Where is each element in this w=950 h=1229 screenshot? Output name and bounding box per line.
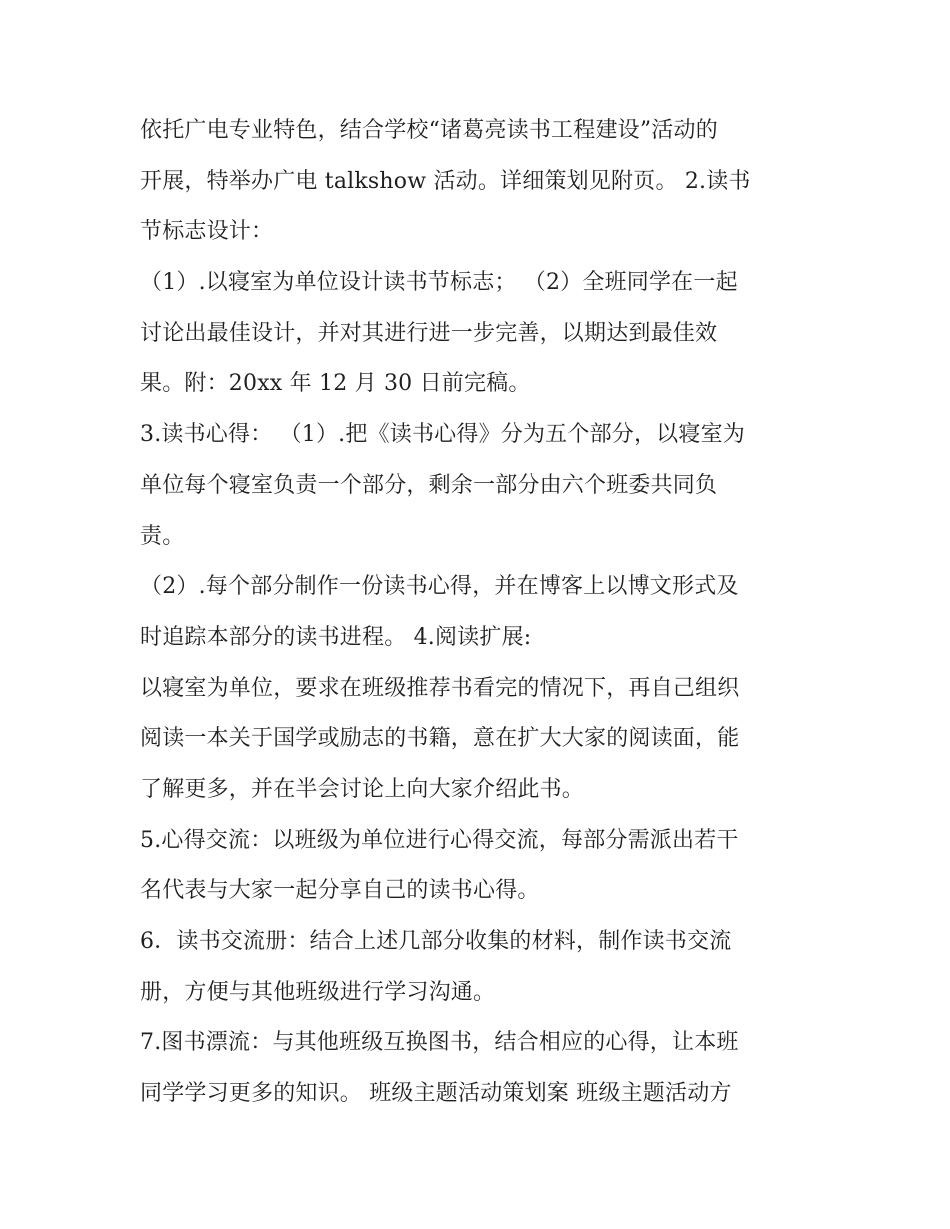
text-line: 3.读书心得： （1）.把《读书心得》分为五个部分，以寝室为: [140, 422, 745, 448]
text-line: 7.图书漂流：与其他班级互换图书，结合相应的心得，让本班: [140, 1030, 739, 1056]
text-line: 同学学习更多的知识。 班级主题活动策划案 班级主题活动方: [140, 1081, 732, 1107]
text-line: 册，方便与其他班级进行学习沟通。: [140, 979, 496, 1005]
text-line: 了解更多，并在半会讨论上向大家介绍此书。: [140, 776, 585, 802]
text-line: 开展，特举办广电 talkshow 活动。详细策划见附页。 2.读书: [140, 168, 751, 194]
text-line: 单位每个寝室负责一个部分，剩余一部分由六个班委共同负: [140, 472, 718, 498]
text-line: 名代表与大家一起分享自己的读书心得。: [140, 878, 540, 904]
text-line: 阅读一本关于国学或励志的书籍，意在扩大大家的阅读面，能: [140, 726, 740, 752]
text-line: （1）.以寝室为单位设计读书节标志； （2）全班同学在一起: [140, 270, 738, 296]
text-line: 依托广电专业特色，结合学校“诸葛亮读书工程建设”活动的: [140, 118, 718, 143]
document-body: [140, 106, 820, 1120]
text-line: 5.心得交流：以班级为单位进行心得交流，每部分需派出若干: [140, 827, 739, 853]
text-line: 以寝室为单位，要求在班级推荐书看完的情况下，再自己组织: [140, 675, 740, 701]
text-line: 节标志设计：: [140, 219, 274, 245]
text-line: 果。附：20xx 年 12 月 30 日前完稿。: [140, 371, 531, 397]
text-line: 6．读书交流册：结合上述几部分收集的材料，制作读书交流: [140, 929, 732, 954]
text-line: 责。: [140, 523, 185, 549]
text-line: 讨论出最佳设计，并对其进行进一步完善，以期达到最佳效: [140, 320, 718, 346]
text-line: （2）.每个部分制作一份读书心得，并在博客上以博文形式及: [140, 574, 739, 600]
text-line: 时追踪本部分的读书进程。 4.阅读扩展:: [140, 624, 532, 650]
